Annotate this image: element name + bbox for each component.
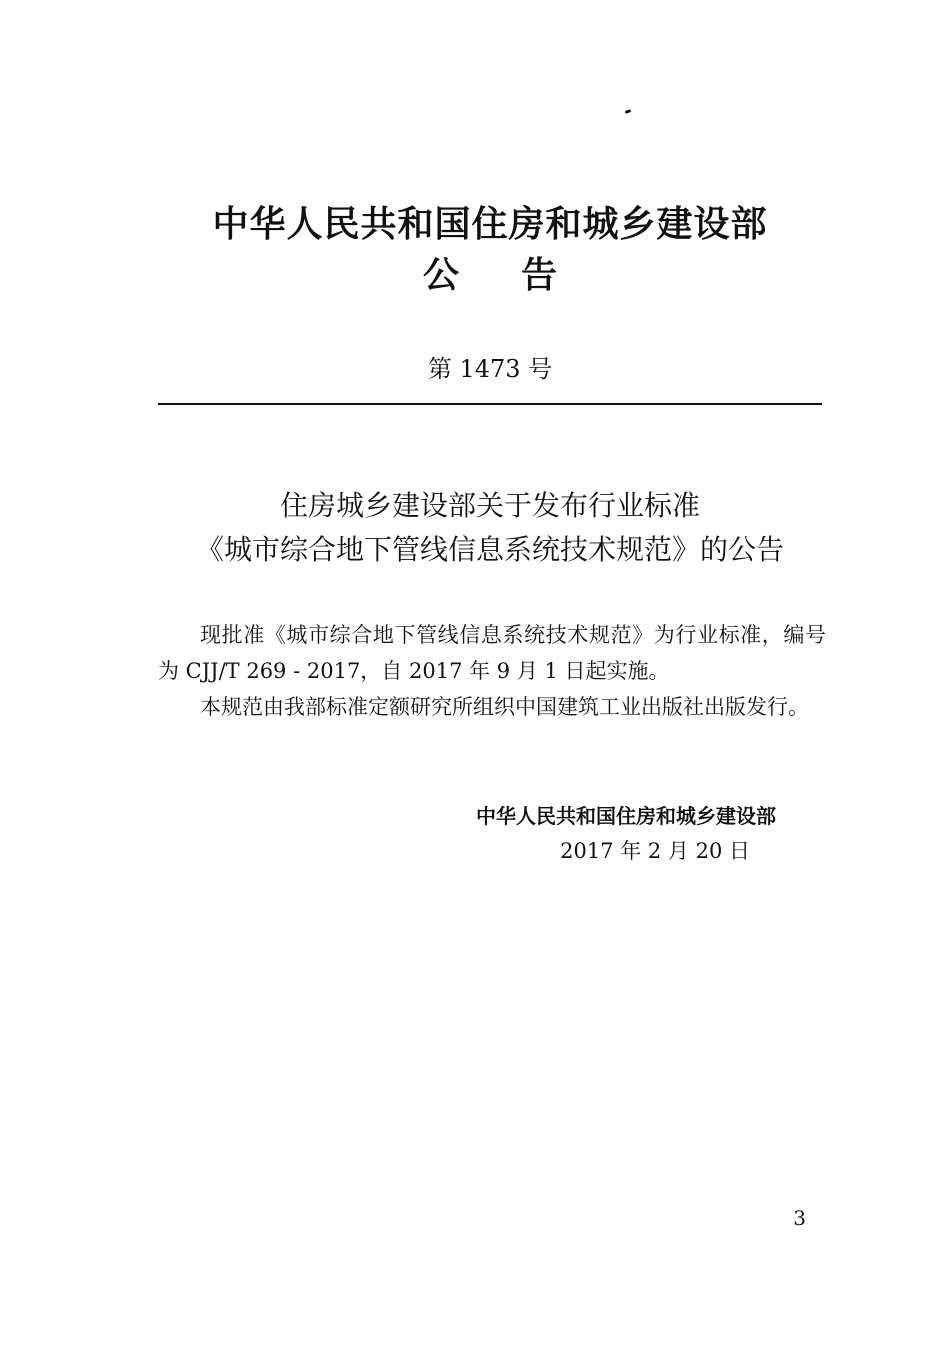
notice-title-char-1: 公 <box>422 255 459 296</box>
page-number: 3 <box>793 1206 806 1230</box>
body-paragraph-1: 现批准《城市综合地下管线信息系统技术规范》为行业标准，编号为 CJJ/T 269 - 2017，自 2017 年 9 月 1 日起实施。 <box>158 623 826 683</box>
body-paragraph-2: 本规范由我部标准定额研究所组织中国建筑工业出版社出版发行。 <box>200 695 809 719</box>
signature-issuer: 中华人民共和国住房和城乡建设部 <box>476 804 776 828</box>
issuer-title: 中华人民共和国住房和城乡建设部 <box>212 204 768 245</box>
notice-number: 第 1473 号 <box>427 355 553 383</box>
signature-date: 2017 年 2 月 20 日 <box>560 839 750 863</box>
notice-title <box>0 254 950 298</box>
header-divider <box>158 403 822 405</box>
subject-line-2: 《城市综合地下管线信息系统技术规范》的公告 <box>195 533 784 566</box>
notice-body <box>158 617 826 725</box>
subject-line-1: 住房城乡建设部关于发布行业标准 <box>279 489 700 522</box>
notice-subject <box>0 484 950 572</box>
notice-title-char-2: 告 <box>521 255 558 296</box>
scan-speck <box>625 109 632 114</box>
